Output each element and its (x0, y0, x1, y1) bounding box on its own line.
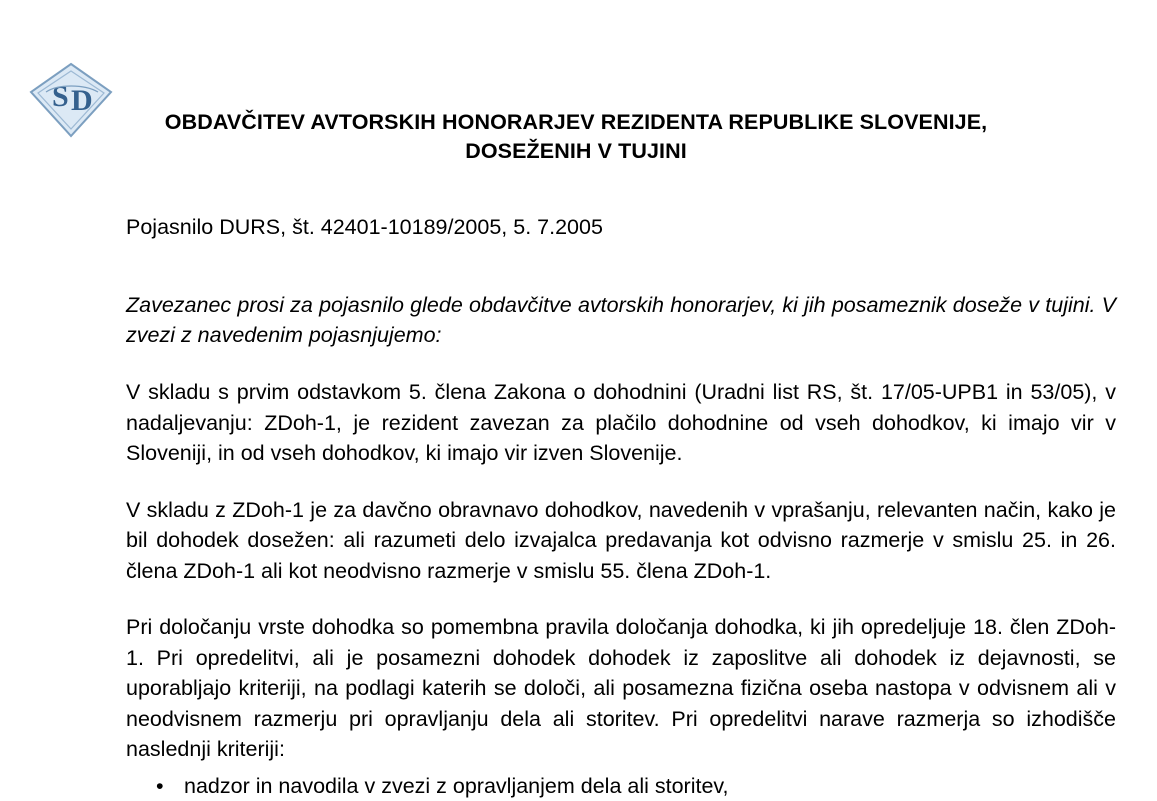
document-intro: Zavezanec prosi za pojasnilo glede obdavčitve avtorskih honorarjev, ki jih posameznik doseže v tujini. V zvezi z navedenim pojasnjujemo: (126, 292, 1116, 348)
paragraph-3: Pri določanju vrste dohodka so pomembna pravila določanja dohodka, ki jih opredeljuje 18. člen ZDoh-1. Pri opredelitvi, ali je posamezni dohodek dohodek iz zaposlitve ali dohodek iz dejavnosti, se uporabljajo kriteriji, na podlagi katerih se določi, ali posamezna fizična oseba nastopa v odvisnem ali v neodvisnem razmerju pri opravljanju dela ali storitev. Pri opredelitvi narave razmerja so izhodišče naslednji kriteriji: (126, 615, 1116, 762)
svg-text:S: S (52, 80, 69, 113)
page-title: OBDAVČITEV AVTORSKIH HONORARJEV REZIDENTA REPUBLIKE SLOVENIJE, DOSEŽENIH V TUJINI (164, 110, 988, 164)
paragraph-1: V skladu s prvim odstavkom 5. člena Zakona o dohodnini (Uradni list RS, št. 17/05-UPB1 in 53/05), v nadaljevanju: ZDoh-1, je rezident zavezan za plačilo dohodnine od vseh dohodkov, ki imajo vir v Sloveniji, in od vseh dohodkov, ki imajo vir izven Slovenije. (126, 380, 1116, 466)
paragraph-2: V skladu z ZDoh-1 je za davčno obravnavo dohodkov, navedenih v vprašanju, relevanten način, kako je bil dohodek dosežen: ali razumeti delo izvajalca predavanja kot odvisno razmerje v smislu 25. in 26. člena ZDoh-1 ali kot neodvisno razmerje v smislu 55. člena ZDoh-1. (126, 497, 1116, 583)
document-reference: Pojasnilo DURS, št. 42401-10189/2005, 5. 7.2005 (126, 215, 603, 240)
list-item: • nadzor in navodila v zvezi z opravljanjem dela ali storitev, (184, 771, 1116, 801)
document-body (126, 108, 1116, 801)
criteria-list (126, 771, 1116, 801)
svg-text:D: D (71, 84, 93, 117)
durs-logo (28, 62, 114, 138)
